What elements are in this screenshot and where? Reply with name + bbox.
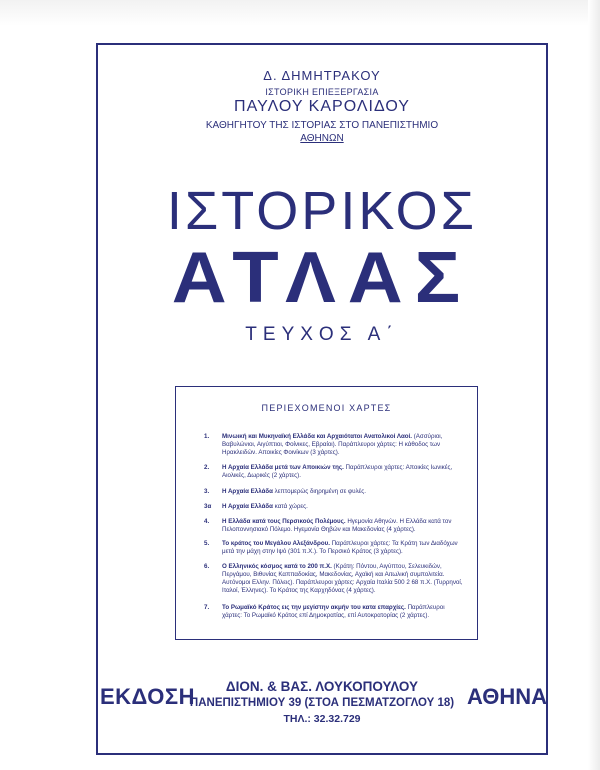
entry-description: (Κράτη: Πόντου, Αιγύπτου, Σελευκιδών, Περγάμου, Βιθυνίας Καππαδοκίας, Μακεδονίας, Αχαϊκή και Αιτωλική συμπολιτεία. Αυτόνομοι Ελλην. Πόλεις). Παράπλευροι χάρτες: Αρχαία Ιταλία 500 2 68 π.Χ. (Τυρρηνοί, Ιταλοί, Έλληνες). Το Κράτος της Καρχηδόνας (4 χάρτες).: [222, 563, 463, 594]
entry-description: Παράπλευροι χάρτες: Αποικίες Ιωνικές, Αιολικές, Δωρικές (2 χάρτες).: [222, 464, 453, 479]
entry-description: Παράπλευροι χάρτες: Το Ρωμαϊκό Κράτος επί Δημοκρατίας, επί Αυτοκρατορίας (2 χάρτες).: [222, 604, 445, 619]
edit-note: ΙΣΤΟΡΙΚΗ ΕΠΙΕΞΕΡΓΑΣΙΑ: [265, 87, 379, 97]
author-name: Δ. ΔΗΜΗΤΡΑΚΟΥ: [263, 68, 381, 83]
contents-box: [175, 386, 478, 640]
entry-title: Η Αρχαία Ελλάδα μετά των Αποικιών της.: [222, 464, 344, 471]
entry-text: [222, 433, 464, 457]
entry-number: 2.: [204, 464, 210, 471]
entry-number: 5.: [204, 540, 210, 547]
entry-description: κατά χώρες.: [274, 503, 308, 510]
publisher-address: ΠΑΝΕΠΙΣΤΗΜΙΟΥ 39 (ΣΤΟΑ ΠΕΣΜΑΤΖΟΓΛΟΥ 18): [189, 697, 455, 709]
entry-text: [222, 464, 464, 480]
entry-text: [222, 604, 464, 620]
entry-number: 3.: [204, 488, 210, 495]
entry-description: Παράπλευροι χάρτες: Τα Κράτη των Διαδόχων μετά την μάχη στην Ιψό (301 π.Χ.). Το Περσικό Κράτος (3 χάρτες).: [222, 540, 458, 555]
entry-description: (Ασσύριοι, Βαβυλώνιοι, Αιγύπτιοι, Φοίνικες, Εβραίοι). Παράπλευροι χάρτες: Η κάθοδος των Ηρακλειδών. Αποικίες Φοινίκων (3 χάρτες).: [222, 433, 443, 456]
entry-title: Η Αρχαία Ελλάδα: [222, 503, 273, 510]
entry-number: 4.: [204, 518, 210, 525]
entry-title: Το κράτος του Μεγάλου Αλεξάνδρου.: [222, 540, 330, 547]
entry-number: 6.: [204, 563, 210, 570]
publisher-label: ΕΚΔΟΣΗ: [100, 684, 195, 709]
contents-heading: ΠΕΡΙΕΧΟΜΕΝΟΙ ΧΑΡΤΕΣ: [261, 403, 392, 413]
scan-top-edge: [0, 0, 600, 26]
entry-title: Ο Ελληνικός κόσμος κατά το 200 π.Χ.: [222, 563, 332, 570]
issue-label: ΤΕΥΧΟΣ Α΄: [245, 324, 399, 345]
editor-city-text: ΑΘΗΝΩΝ: [300, 133, 344, 144]
entry-number: 1.: [204, 433, 210, 440]
entry-description: λεπτομερώς διηρημένη σε φυλές.: [274, 488, 367, 495]
entry-title: Η Ελλάδα κατά τους Περσικούς Πολέμους.: [222, 518, 346, 525]
editor-title: ΚΑΘΗΓΗΤΟΥ ΤΗΣ ΙΣΤΟΡΙΑΣ ΣΤΟ ΠΑΝΕΠΙΣΤΗΜΙΟ: [205, 120, 439, 131]
scan-right-edge: [588, 0, 600, 770]
entry-text: [222, 540, 464, 556]
publisher-names: ΔΙΟΝ. & ΒΑΣ. ΛΟΥΚΟΠΟΥΛΟΥ: [225, 679, 419, 694]
entry-number: 7.: [204, 604, 210, 611]
entry-text: [222, 488, 464, 496]
entry-number: 3α: [204, 503, 212, 510]
publisher-phone: ΤΗΛ.: 32.32.729: [283, 713, 361, 725]
publisher-city: ΑΘΗΝΑ: [467, 684, 548, 709]
editor-city: [96, 133, 548, 144]
entry-text: [222, 503, 464, 511]
title-line-1: ΙΣΤΟΡΙΚΟΣ: [166, 181, 478, 241]
entry-text: [222, 518, 464, 534]
entry-text: [222, 563, 464, 595]
editor-name: ΠΑΥΛΟΥ ΚΑΡΟΛΙΔΟΥ: [234, 98, 410, 115]
title-line-2: ΑΤΛΑΣ: [171, 237, 473, 318]
entry-title: Η Αρχαία Ελλάδα: [222, 488, 273, 495]
entry-title: Το Ρωμαϊκό Κράτος εις την μεγίστην ακμήν του κατα επαρχίες.: [222, 604, 406, 611]
entry-description: Ηγεμονία Αθηνών. Η Ελλάδα κατά τον Πελοποννησιακό Πόλεμο. Ηγεμονία Θηβών και Μακεδονίας (4 χάρτες).: [222, 518, 452, 533]
entry-title: Μινωική και Μυκηναϊκή Ελλάδα και Αρχαιότατοι Ανατολικοί Λαοί.: [222, 433, 412, 440]
